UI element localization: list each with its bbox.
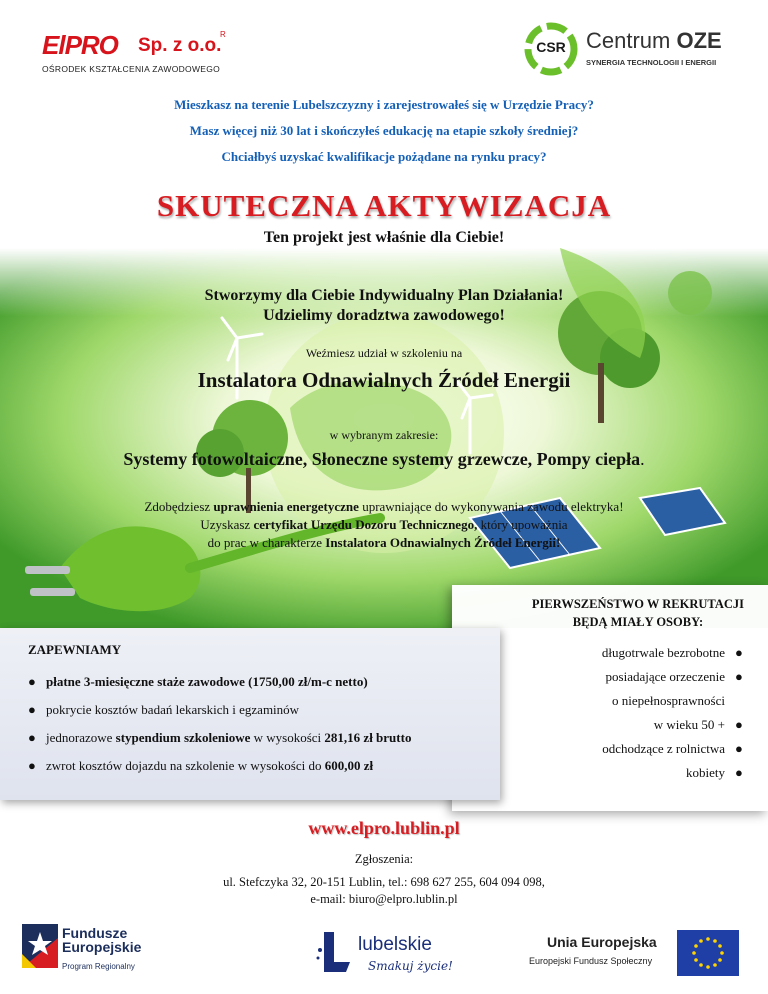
csr-badge: CSR <box>536 39 566 55</box>
elpro-company-form: Sp. z o.o. <box>138 35 222 56</box>
registered-mark: R <box>220 30 226 39</box>
join-text: Weźmiesz udział w szkoleniu na <box>305 346 463 360</box>
elpro-logo <box>42 30 232 75</box>
lubelskie-slogan: Smakuj życie! <box>368 959 453 973</box>
centrum-oze-name: Centrum OZE <box>586 28 722 53</box>
headline: SKUTECZNA AKTYWIZACJA <box>156 188 612 223</box>
eu-logo <box>527 930 743 980</box>
eu-name: Unia Europejska <box>547 934 657 950</box>
website-link[interactable]: www.elpro.lublin.pl <box>308 818 460 838</box>
lubelskie-mark-icon <box>316 928 356 976</box>
priority-title: PIERWSZEŃSTWO W REKRUTACJI BĘDĄ MIAŁY OSOBY: <box>531 597 744 629</box>
list-item: kobiety ● <box>686 765 743 780</box>
centrum-oze-logo <box>524 22 744 82</box>
guarantees-title: ZAPEWNIAMY <box>28 642 122 657</box>
list-item: odchodzące z rolnictwa ● <box>602 741 743 756</box>
eu-flag-icon <box>677 930 739 976</box>
list-item: w wieku 50 + ● <box>653 717 743 732</box>
elpro-brand: ElPRO <box>42 30 118 60</box>
elpro-subtitle: OŚRODEK KSZTAŁCENIA ZAWODOWEGO <box>42 64 221 74</box>
list-item: ● zwrot kosztów dojazdu na szkolenie w wysokości do 600,00 zł <box>28 758 374 773</box>
eu-fund: Europejski Fundusz Społeczny <box>529 956 653 966</box>
qualification-info: Zdobędziesz uprawnienia energetyczne uprawniające do wykonywania zawodu elektryka! Uzyskasz certyfikat Urzędu Dozoru Technicznego, który upoważnia do prac w charakterze Instalatora Odnawialnych Źródeł Energii! <box>144 499 624 550</box>
list-item: ● pokrycie kosztów badań lekarskich i egzaminów <box>28 702 300 717</box>
fe-program: Program Regionalny <box>62 962 135 971</box>
fe-star-icon <box>22 924 58 968</box>
lubelskie-name: lubelskie <box>358 934 432 955</box>
guarantees-box <box>0 628 500 800</box>
list-item: długotrwale bezrobotne ● <box>601 645 743 660</box>
systems-list: Systemy fotowoltaiczne, Słoneczne systemy grzewcze, Pompy ciepła. <box>123 449 645 469</box>
apply-label: Zgłoszenia: <box>354 852 414 866</box>
lubelskie-logo <box>312 926 462 984</box>
list-item: posiadające orzeczenie ● <box>605 669 743 684</box>
range-text: w wybranym zakresie: <box>329 428 439 442</box>
question-3: Chciałbyś uzyskać kwalifikacje pożądane na rynku pracy? <box>221 149 547 164</box>
priority-list <box>602 641 742 785</box>
course-title: Instalatora Odnawialnych Źródeł Energii <box>197 368 571 392</box>
plan-text: Stworzymy dla Ciebie Indywidualny Plan Działania! Udzielimy doradztwa zawodowego! <box>204 287 564 324</box>
guarantees-list <box>28 668 411 780</box>
centrum-oze-tagline: SYNERGIA TECHNOLOGII I ENERGII <box>586 58 717 67</box>
contact-email: e-mail: biuro@elpro.lublin.pl <box>310 892 458 906</box>
list-item: ● płatne 3-miesięczne staże zawodowe (1750,00 zł/m-c netto) <box>28 674 368 689</box>
list-item: o niepełnosprawności <box>611 693 725 708</box>
list-item: ● jednorazowe stypendium szkoleniowe w wysokości 281,16 zł brutto <box>28 730 412 745</box>
contact-address: ul. Stefczyka 32, 20-151 Lublin, tel.: 698 627 255, 604 094 098, <box>223 875 545 889</box>
question-2: Masz więcej niż 30 lat i skończyłeś edukację na etapie szkoły średniej? <box>189 123 579 138</box>
for-you-line: Ten projekt jest właśnie dla Ciebie! <box>263 229 505 246</box>
fundusze-europejskie-logo <box>22 922 202 982</box>
fe-name: Fundusze Europejskie <box>62 925 142 955</box>
question-1: Mieszkasz na terenie Lubelszczyzny i zarejestrowałeś się w Urzędzie Pracy? <box>174 97 594 112</box>
